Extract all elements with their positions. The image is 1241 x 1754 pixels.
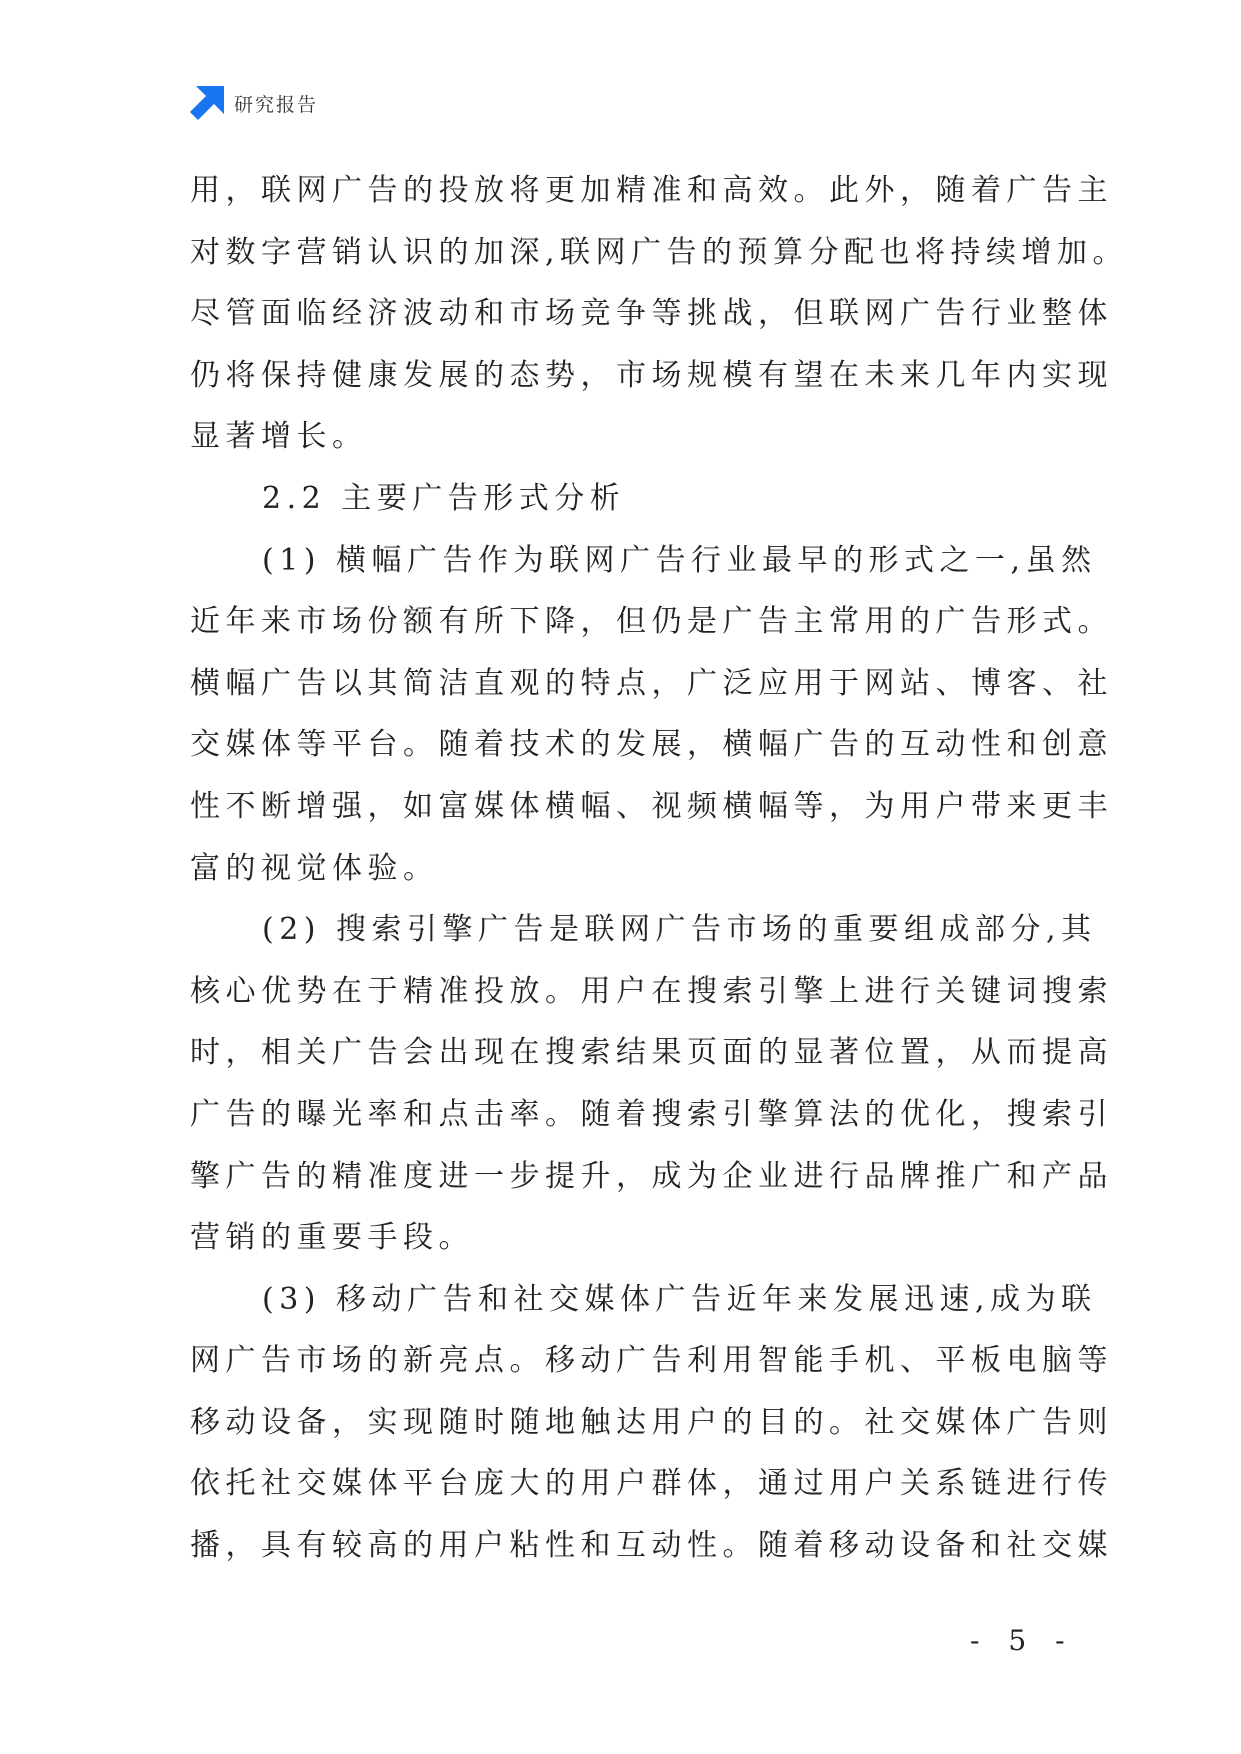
text-line: 显著增长。 xyxy=(190,419,368,455)
text-line: 核心优势在于精准投放。用户在搜索引擎上进行关键词搜索 xyxy=(190,973,1113,1009)
text-line: (1) 横幅广告作为联网广告行业最早的形式之一,虽然 xyxy=(262,542,1097,578)
section-heading: 2.2 主要广告形式分析 xyxy=(262,480,626,516)
text-line: 广告的曝光率和点击率。随着搜索引擎算法的优化，搜索引 xyxy=(190,1096,1113,1132)
text-line: 仍将保持健康发展的态势，市场规模有望在未来几年内实现 xyxy=(190,357,1113,393)
text-line: 富的视觉体验。 xyxy=(190,850,439,886)
page-header xyxy=(190,84,318,122)
text-line: 用，联网广告的投放将更加精准和高效。此外，随着广告主 xyxy=(190,173,1113,208)
header-title: 研究报告 xyxy=(234,93,319,116)
page-number: - 5 - xyxy=(970,1624,1075,1657)
text-line: 尽管面临经济波动和市场竞争等挑战，但联网广告行业整体 xyxy=(190,296,1113,332)
text-line: 擎广告的精准度进一步提升，成为企业进行品牌推广和产品 xyxy=(190,1158,1113,1194)
text-line: 对数字营销认识的加深,联网广告的预算分配也将持续增加。 xyxy=(190,234,1129,270)
text-line: 移动设备，实现随时随地触达用户的目的。社交媒体广告则 xyxy=(190,1404,1113,1440)
arrow-up-right-logo-icon xyxy=(190,86,224,120)
document-body xyxy=(190,160,1129,1577)
text-line: 性不断增强，如富媒体横幅、视频横幅等，为用户带来更丰 xyxy=(190,788,1113,824)
text-line: 横幅广告以其简洁直观的特点，广泛应用于网站、博客、社 xyxy=(190,665,1113,701)
text-line: (2) 搜索引擎广告是联网广告市场的重要组成部分,其 xyxy=(262,912,1097,948)
text-line: (3) 移动广告和社交媒体广告近年来发展迅速,成为联 xyxy=(262,1281,1097,1317)
text-line: 营销的重要手段。 xyxy=(190,1220,474,1256)
text-line: 近年来市场份额有所下降，但仍是广告主常用的广告形式。 xyxy=(190,604,1113,640)
text-line: 时，相关广告会出现在搜索结果页面的显著位置，从而提高 xyxy=(190,1035,1113,1071)
text-line: 交媒体等平台。随着技术的发展，横幅广告的互动性和创意 xyxy=(190,727,1113,763)
text-line: 依托社交媒体平台庞大的用户群体，通过用户关系链进行传 xyxy=(190,1466,1113,1502)
text-line: 网广告市场的新亮点。移动广告利用智能手机、平板电脑等 xyxy=(190,1343,1113,1379)
text-line: 播，具有较高的用户粘性和互动性。随着移动设备和社交媒 xyxy=(190,1528,1113,1564)
